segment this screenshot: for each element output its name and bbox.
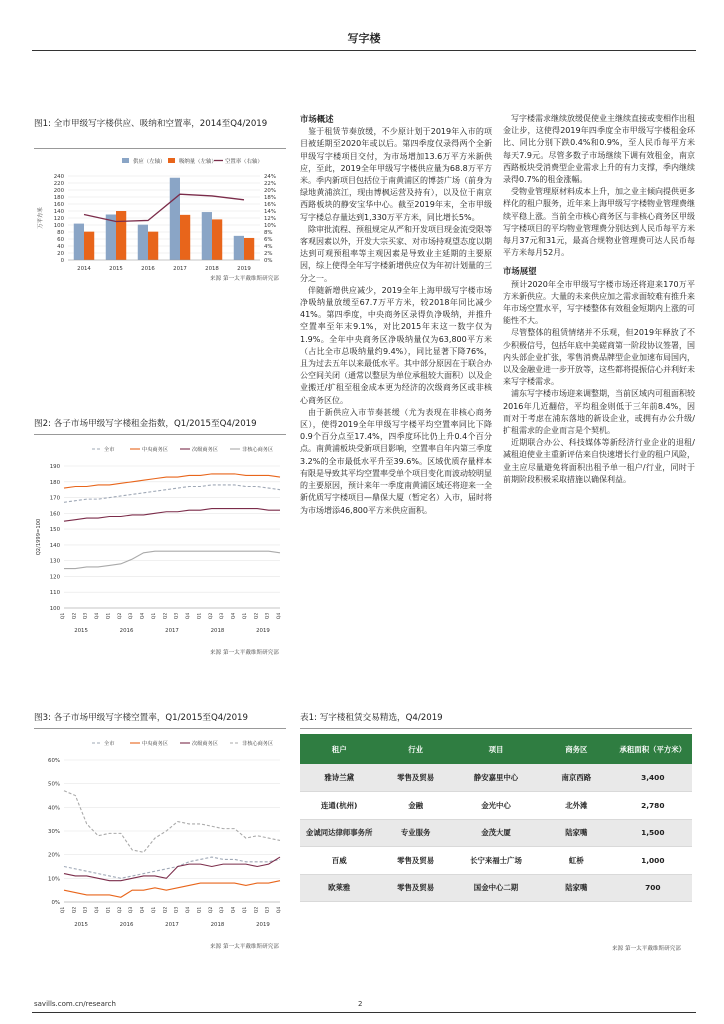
x-tick-label: Q4: [277, 612, 282, 620]
legend-label: 次级商务区: [192, 741, 218, 747]
x-tick-label: Q3: [220, 906, 226, 914]
figure2-chart: [34, 440, 286, 640]
x-year-label: 2018: [210, 922, 225, 928]
figure3-title: 图3: 各子市场甲级写字楼空置率，Q1/2015至Q4/2019: [34, 713, 248, 723]
x-tick-label: Q2: [117, 612, 123, 620]
x-year-label: 2017: [165, 922, 179, 928]
x-tick-label: Q4: [277, 906, 282, 914]
x-tick-label: Q3: [129, 612, 135, 620]
y-axis-label: 万平方米: [38, 207, 44, 229]
x-tick-label: Q4: [140, 906, 146, 914]
x-tick-label: Q2: [72, 612, 78, 620]
legend-label: 全市: [104, 447, 115, 453]
x-tick-label: Q3: [174, 906, 180, 914]
legend-label: 全市: [104, 741, 115, 747]
x-tick-label: 2014: [77, 266, 91, 272]
table-cell: 专业服务: [378, 819, 452, 847]
y2-tick-label: 24%: [264, 174, 276, 180]
y2-tick-label: 20%: [264, 188, 276, 194]
table-cell: 2,780: [614, 792, 692, 820]
x-tick-label: 2017: [173, 266, 187, 272]
y-tick-label: 0: [60, 258, 64, 264]
paragraph: 除审批流程、预租规定从严和开发项目现金流受限等客观因素以外，开发大宗买家、对市场持观望态度以期达到可观预租率等主观因素是导致业主延期的主要原因，综上使得全年写字楼新增供应仅为年初计划量的三分之一。: [300, 224, 492, 283]
paragraph: 写字楼需求继续放缓促使业主继续直接或变相作出租金让步，这使得2019年四季度全市甲级写字楼租金环比、同比分别下跌0.4%和0.9%，至人民币每平方米每天7.9元。尽管多数子市场继续下调有效租金，南京西路板块受消费型企业需求上升的有力支撑，季内继续录得0.7%的租金涨幅。: [503, 114, 695, 185]
y-tick-label: 120: [53, 216, 64, 222]
x-tick-label: Q3: [129, 906, 135, 914]
y-tick-label: 60%: [48, 758, 60, 764]
figure1-source: 来源 第一太平戴维斯研究部: [210, 276, 279, 282]
y-tick-label: 100: [49, 606, 60, 612]
table-cell: 百威: [300, 847, 378, 875]
y2-tick-label: 16%: [264, 202, 276, 208]
y-tick-label: 200: [53, 188, 64, 194]
y2-tick-label: 2%: [264, 251, 273, 257]
x-year-label: 2019: [256, 922, 270, 928]
table-header-cell: 租户: [300, 734, 378, 764]
table-cell: 北外滩: [539, 792, 613, 820]
y-tick-label: 20: [57, 251, 64, 257]
header-divider: [32, 50, 696, 51]
table-cell: 国金中心二期: [453, 874, 539, 902]
y2-tick-label: 6%: [264, 237, 273, 243]
x-tick-label: Q3: [83, 612, 89, 620]
series-line: [64, 857, 280, 878]
paragraph: 尽管整体的租赁情绪并不乐观，但2019年释放了不少积极信号，包括年底中美磋商第一阶段协议签署，国内头部企业扩张，零售消费品牌型企业加速布局国内，以及金融业进一步开放等，这些都将提振信心并利好未来写字楼需求。: [503, 328, 695, 387]
x-tick-label: Q1: [197, 612, 203, 620]
x-tick-label: Q2: [254, 612, 260, 620]
series-line: [64, 857, 280, 881]
section-heading-outlook: 市场展望: [503, 266, 537, 277]
paragraph: 伴随新增供应减少，2019全年上海甲级写字楼市场净吸纳量放缓至67.7万平方米，较2018年同比减少41%。第四季度，中央商务区录得负净吸纳，并推升空置率至年末9.1%，对比2015年末这一数字仅为1.9%。全年中央商务区净吸纳量仅为63,800平方米（占比全市总吸纳量约9.4%），同比显著下降76%，且为过去五年以来最低水平。其中部分原因在于联合办公空间关闭（通常以整层为单位承租较大面积）以及企业搬迁/扩租至租金成本更为经济的次级商务区或非核心商务区位。: [300, 285, 492, 405]
x-tick-label: Q3: [220, 612, 226, 620]
x-tick-label: Q4: [186, 612, 192, 620]
x-tick-label: Q4: [140, 612, 146, 620]
footer-url[interactable]: savills.com.cn/research: [34, 1000, 116, 1008]
figure3-rule: [34, 728, 286, 729]
table-cell: 陆家嘴: [539, 874, 613, 902]
legend-label: 中央商务区: [142, 447, 168, 453]
figure2-rule: [34, 434, 286, 435]
y-tick-label: 240: [53, 174, 64, 180]
y-tick-label: 160: [49, 511, 60, 518]
x-tick-label: Q2: [72, 906, 78, 914]
table-cell: 金光中心: [453, 792, 539, 820]
y-tick-label: 0%: [51, 900, 60, 906]
x-tick-label: Q2: [208, 612, 214, 620]
x-tick-label: Q1: [106, 906, 112, 914]
legend-label: 中央商务区: [142, 741, 168, 747]
y-tick-label: 140: [53, 209, 64, 215]
bar-absorption: [148, 232, 158, 260]
table-cell: 静安嘉里中心: [453, 764, 539, 792]
x-tick-label: Q3: [265, 612, 271, 620]
x-tick-label: Q1: [242, 906, 248, 914]
x-tick-label: Q1: [242, 612, 248, 620]
legend-label: 非核心商务区: [242, 741, 274, 747]
paragraph: 近期联合办公、科技媒体等新经济行业企业的退租/减租迫使业主重新评估来自快速增长行业的租户风险，业主应尽量避免将面积出租予单一租户/行业，同时于前期阶段积极采取措施以确保利益。: [503, 438, 695, 484]
x-tick-label: Q2: [163, 906, 169, 914]
table-cell: 零售及贸易: [378, 764, 452, 792]
bar-supply: [202, 212, 212, 260]
text-column-1: [300, 113, 492, 517]
y-tick-label: 60: [57, 237, 64, 243]
y-tick-label: 160: [53, 202, 64, 208]
legend-label: 供应（左轴）: [133, 159, 166, 165]
table-header-cell: 商务区: [539, 734, 613, 764]
table-cell: 金融: [378, 792, 452, 820]
section-heading-market-overview: 市场概述: [300, 114, 334, 124]
page-header-title: 写字楼: [347, 32, 381, 45]
table-cell: 零售及贸易: [378, 847, 452, 875]
bar-absorption: [244, 238, 254, 260]
x-year-label: 2015: [74, 922, 88, 928]
x-tick-label: Q4: [186, 906, 192, 914]
table1-source: 来源 第一太平戴维斯研究部: [612, 946, 681, 952]
y-tick-label: 180: [49, 479, 60, 486]
text-column-2: [503, 113, 695, 486]
legend-swatch: [122, 158, 129, 163]
x-tick-label: Q1: [151, 906, 157, 914]
table-cell: 700: [614, 874, 692, 902]
x-tick-label: Q1: [106, 612, 112, 620]
footer-divider: [32, 1012, 696, 1013]
y2-tick-label: 22%: [264, 181, 276, 187]
x-year-label: 2016: [119, 628, 134, 634]
series-line: [64, 485, 280, 502]
y2-tick-label: 4%: [264, 244, 273, 250]
figure1-rule: [34, 148, 286, 149]
x-tick-label: Q4: [95, 906, 101, 914]
x-tick-label: Q4: [231, 612, 237, 620]
table-cell: 1,500: [614, 819, 692, 847]
series-line: [64, 509, 280, 522]
x-tick-label: 2018: [205, 266, 219, 272]
legend-label: 吸纳量（左轴）: [179, 159, 217, 165]
figure2-source: 来源 第一太平戴维斯研究部: [210, 650, 279, 656]
y-tick-label: 40: [57, 244, 64, 250]
x-tick-label: Q1: [61, 612, 66, 620]
paragraph: 浦东写字楼市场迎来调整期，当前区域内可租面积较2016年几近翻倍，平均租金则低于三年前8.4%，因而对于考虑在浦东落地的新设企业，或拥有办公升级/扩租需求的企业而言是个契机。: [503, 389, 695, 436]
bar-absorption: [116, 211, 126, 260]
paragraph: 由于新供应入市节奏甚缓（尤为表现在非核心商务区），使得2019全年甲级写字楼平均空置率同比下降0.9个百分点至17.4%，四季度环比仍上升0.4个百分点。南黄浦板块受新项目影响，空置率自年内第三季度3.2%的全市最低水平升至39.6%。区域优质存量样本有限是导致其平均空置率受单个项目变化而波动较明显的主要原因，预计来年一季度南黄浦区域还将迎来一全新优质写字楼项目—鼎保大厦（暂定名）入市，届时将为市场增添46,800平方米供应面积。: [300, 407, 492, 515]
legend-swatch: [168, 158, 175, 163]
y-tick-label: 130: [49, 558, 60, 565]
legend-label: 次级商务区: [192, 447, 218, 453]
x-tick-label: Q2: [163, 612, 169, 620]
x-tick-label: Q2: [208, 906, 214, 914]
table1-rule: [300, 728, 692, 729]
page-number: 2: [358, 1000, 363, 1008]
y-tick-label: 80: [57, 230, 64, 236]
table-row: [300, 819, 692, 847]
y-tick-label: 40%: [48, 805, 60, 812]
table-row: [300, 764, 692, 792]
bar-absorption: [212, 219, 222, 260]
y-tick-label: 120: [49, 574, 60, 581]
figure1-title: 图1: 全市甲级写字楼供应、吸纳和空置率，2014至Q4/2019: [34, 119, 268, 129]
x-tick-label: Q3: [174, 612, 180, 620]
x-tick-label: 2019: [237, 266, 251, 272]
table-cell: 3,400: [614, 764, 692, 792]
y-tick-label: 140: [49, 542, 60, 549]
deals-table: [300, 734, 692, 902]
x-tick-label: Q4: [95, 612, 101, 620]
table-cell: 连通(杭州): [300, 792, 378, 820]
table-cell: 虹桥: [539, 847, 613, 875]
figure2-title: 图2: 各子市场甲级写字楼租金指数，Q1/2015至Q4/2019: [34, 419, 257, 429]
x-tick-label: Q1: [61, 906, 66, 914]
table-cell: 1,000: [614, 847, 692, 875]
x-tick-label: Q2: [254, 906, 260, 914]
bar-absorption: [180, 215, 190, 260]
table-cell: 零售及贸易: [378, 874, 452, 902]
table-row: [300, 874, 692, 902]
table-header-cell: 项目: [453, 734, 539, 764]
x-year-label: 2019: [256, 628, 270, 634]
y-tick-label: 20%: [48, 852, 60, 859]
x-year-label: 2015: [74, 628, 88, 634]
table-row: [300, 847, 692, 875]
y-tick-label: 180: [53, 195, 64, 201]
table-cell: 金诚同达律师事务所: [300, 819, 378, 847]
y-tick-label: 100: [53, 223, 64, 229]
y-tick-label: 50%: [48, 781, 60, 788]
y-tick-label: 220: [53, 181, 64, 187]
bar-supply: [74, 224, 84, 260]
table-row: [300, 792, 692, 820]
x-tick-label: Q4: [231, 906, 237, 914]
y2-tick-label: 0%: [264, 258, 273, 264]
x-year-label: 2016: [119, 922, 134, 928]
x-tick-label: 2015: [109, 266, 123, 272]
y-tick-label: 110: [49, 590, 60, 597]
paragraph: 预计2020年全市甲级写字楼市场还将迎来170万平方米新供应。大量的未来供应加之需求面较难有推升来年市场空置水平，写字楼整体有效租金短期内上涨的可能性不大。: [503, 279, 695, 326]
y2-tick-label: 10%: [264, 223, 276, 229]
table-header-cell: 承租面积（平方米）: [614, 734, 692, 764]
x-tick-label: Q1: [197, 906, 203, 914]
y-tick-label: 150: [49, 527, 60, 534]
y2-tick-label: 14%: [264, 209, 276, 215]
x-tick-label: Q3: [265, 906, 271, 914]
y2-tick-label: 12%: [264, 216, 276, 222]
series-line: [64, 551, 280, 568]
y2-tick-label: 8%: [264, 230, 273, 236]
x-year-label: 2017: [165, 628, 179, 634]
table-cell: 欧莱雅: [300, 874, 378, 902]
y-tick-label: 10%: [48, 876, 60, 883]
y-tick-label: 170: [49, 495, 60, 502]
table-header-cell: 行业: [378, 734, 452, 764]
x-tick-label: Q2: [117, 906, 123, 914]
y-tick-label: 190: [49, 464, 60, 470]
table-cell: 雅诗兰黛: [300, 764, 378, 792]
x-tick-label: Q1: [151, 612, 157, 620]
x-tick-label: Q3: [83, 906, 89, 914]
bar-absorption: [84, 232, 94, 260]
table-cell: 金茂大厦: [453, 819, 539, 847]
figure1-chart: [34, 152, 286, 287]
legend-label: 空置率（右轴）: [225, 159, 263, 165]
table-cell: 陆家嘴: [539, 819, 613, 847]
table-cell: 长宁来福士广场: [453, 847, 539, 875]
table-cell: 南京西路: [539, 764, 613, 792]
table1-title: 表1: 写字楼租赁交易精选，Q4/2019: [300, 713, 443, 723]
x-tick-label: 2016: [141, 266, 155, 272]
bar-supply: [170, 178, 180, 260]
series-line: [64, 474, 280, 488]
series-line: [64, 881, 280, 898]
series-line: [64, 791, 280, 853]
paragraph: 鉴于租赁节奏放缓，不少原计划于2019年入市的项目被延期至2020年或以后。第四季度仅录得两个全新甲级写字楼项目交付，为市场增加13.6万平方米新供应，至此，2019全年甲级写字楼供应量为68.8万平方米。季内新项目包括位于南黄浦区的博荟广场（前身为绿地黄浦滨江，现由博枫运营及持有），以及位于南京西路板块的静安宝华中心。截至2019年末，全市甲级写字楼总存量达到1,330万平方米，同比增长5%。: [300, 127, 492, 222]
y-tick-label: 30%: [48, 829, 60, 835]
paragraph: 受物业管理原材料成本上升，加之业主倾向提供更多样化的租户服务，近年来上海甲级写字楼物业管理费继续平稳上涨。当前全市核心商务区与非核心商务区甲级写字楼项目的平均物业管理费分别达到人民币每平方米每月37元和31元，最高合规物业管理费可达人民币每平方米每月52月。: [503, 187, 695, 258]
figure3-chart: [34, 734, 286, 934]
legend-label: 非核心商务区: [242, 447, 274, 453]
table-header-row: [300, 734, 692, 764]
figure3-source: 来源 第一太平戴维斯研究部: [210, 944, 279, 950]
y-axis-label: Q2/1999=100: [36, 518, 42, 556]
x-year-label: 2018: [210, 628, 225, 634]
y2-tick-label: 18%: [264, 195, 276, 201]
bar-supply: [234, 236, 244, 260]
bar-supply: [138, 225, 148, 260]
